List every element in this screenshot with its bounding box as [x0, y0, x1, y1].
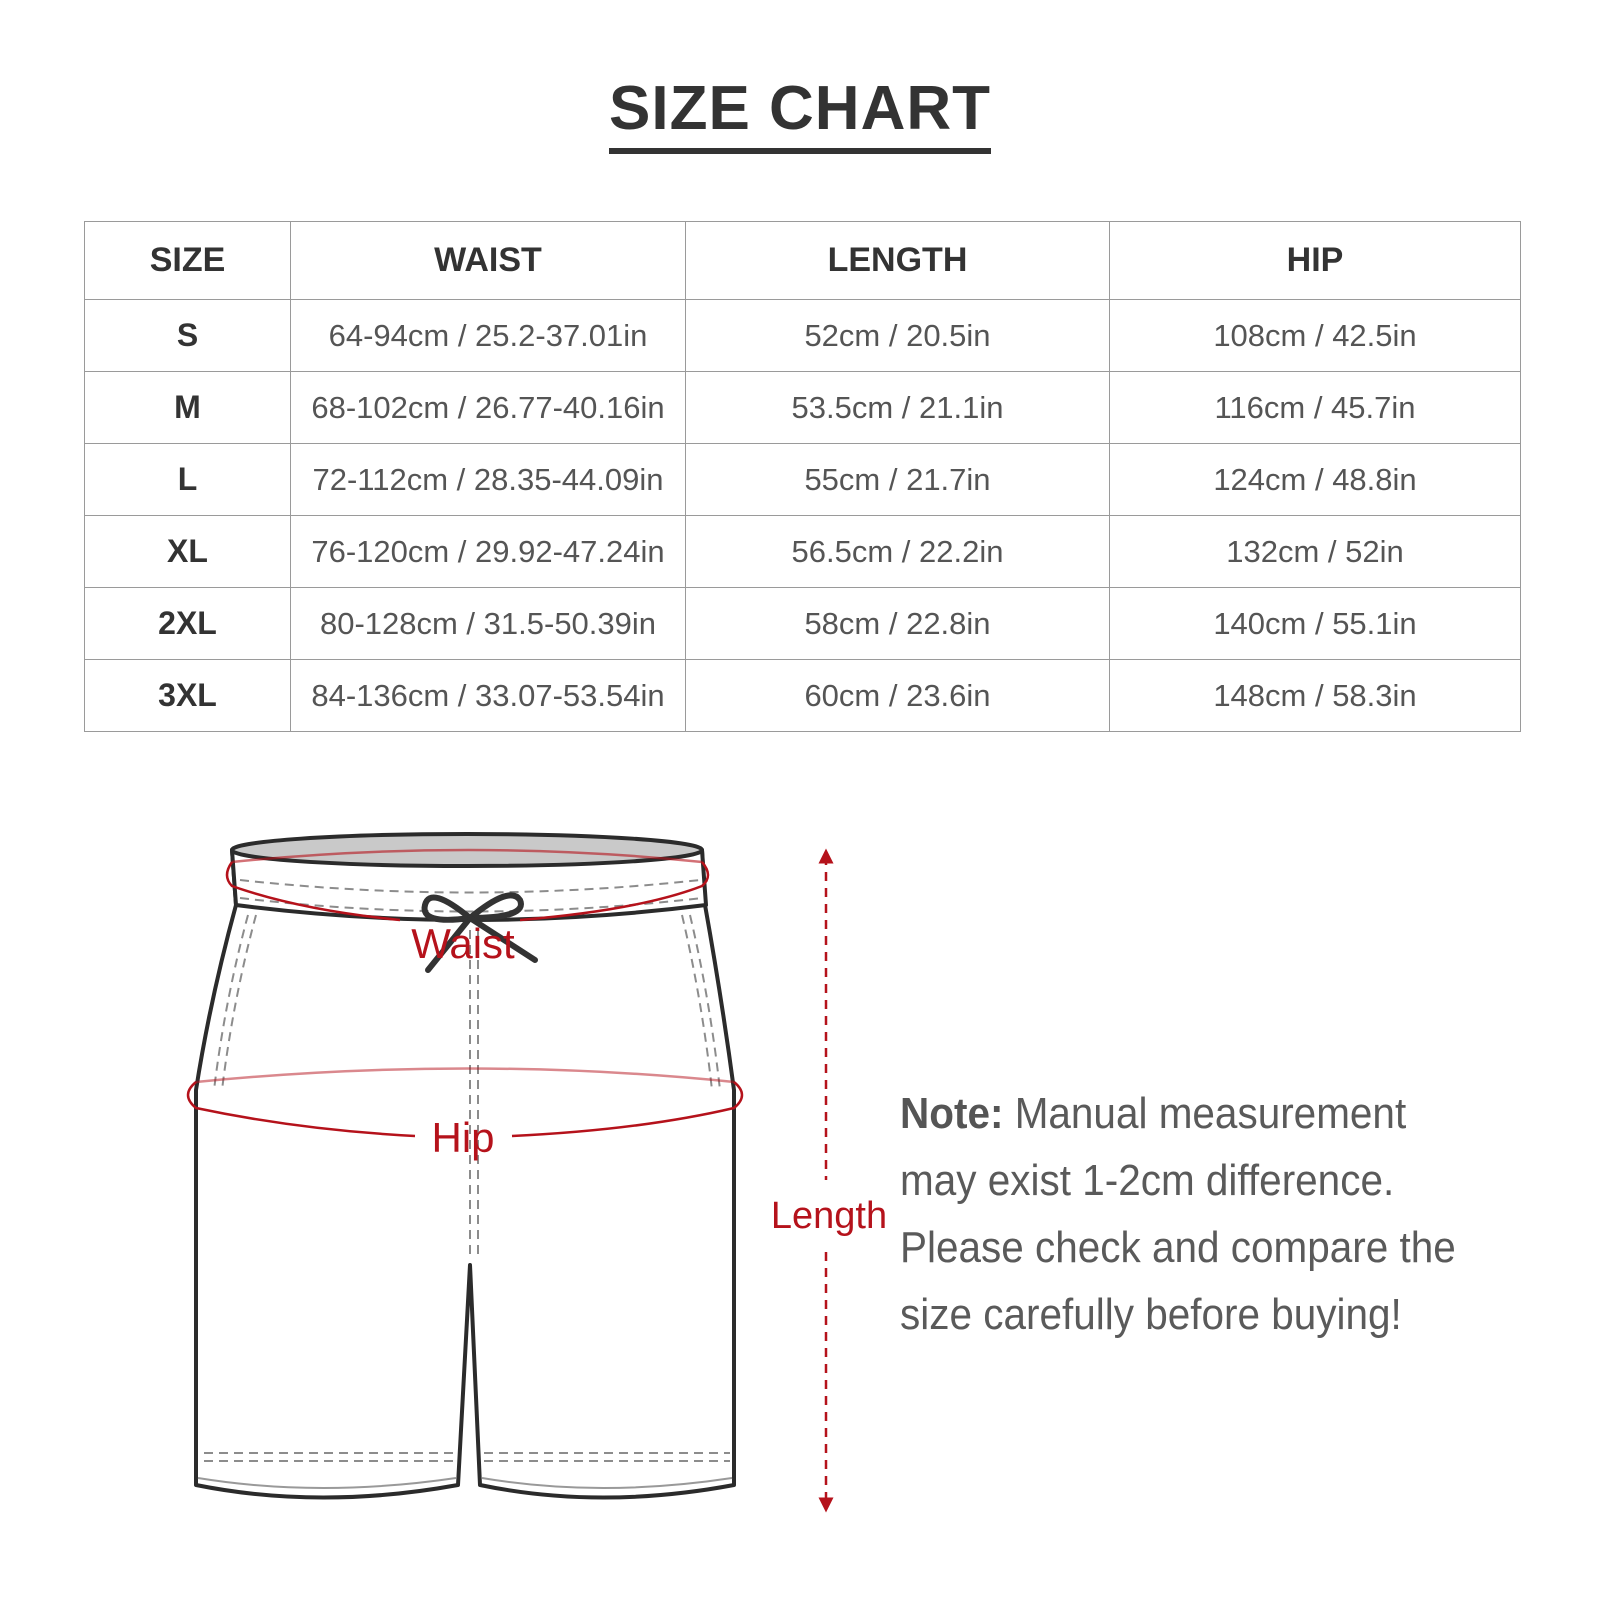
size-cell: 3XL: [85, 660, 291, 732]
length-cell: 52cm / 20.5in: [686, 300, 1110, 372]
hip-cell: 140cm / 55.1in: [1110, 588, 1521, 660]
hip-cell: 132cm / 52in: [1110, 516, 1521, 588]
length-cell: 56.5cm / 22.2in: [686, 516, 1110, 588]
hip-cell: 116cm / 45.7in: [1110, 372, 1521, 444]
hip-cell: 148cm / 58.3in: [1110, 660, 1521, 732]
header-length: LENGTH: [686, 222, 1110, 300]
header-size: SIZE: [85, 222, 291, 300]
note-prefix: Note:: [900, 1089, 1004, 1138]
hip-label: Hip: [431, 1114, 495, 1161]
size-cell: L: [85, 444, 291, 516]
waist-label: Waist: [411, 920, 515, 967]
header-hip: HIP: [1110, 222, 1521, 300]
waist-cell: 68-102cm / 26.77-40.16in: [291, 372, 686, 444]
waist-cell: 76-120cm / 29.92-47.24in: [291, 516, 686, 588]
size-cell: S: [85, 300, 291, 372]
length-cell: 58cm / 22.8in: [686, 588, 1110, 660]
length-cell: 55cm / 21.7in: [686, 444, 1110, 516]
note-text: [900, 1080, 1489, 1348]
size-cell: M: [85, 372, 291, 444]
waist-cell: 64-94cm / 25.2-37.01in: [291, 300, 686, 372]
waist-cell: 72-112cm / 28.35-44.09in: [291, 444, 686, 516]
header-waist: WAIST: [291, 222, 686, 300]
hip-cell: 124cm / 48.8in: [1110, 444, 1521, 516]
length-label: Length: [770, 1195, 888, 1237]
size-cell: XL: [85, 516, 291, 588]
length-cell: 53.5cm / 21.1in: [686, 372, 1110, 444]
waist-cell: 80-128cm / 31.5-50.39in: [291, 588, 686, 660]
title-text: SIZE CHART: [609, 78, 991, 154]
hip-cell: 108cm / 42.5in: [1110, 300, 1521, 372]
size-cell: 2XL: [85, 588, 291, 660]
note-body: Manual measurement may exist 1-2cm difference. Please check and compare the size carefully before buying!: [900, 1089, 1456, 1339]
waist-cell: 84-136cm / 33.07-53.54in: [291, 660, 686, 732]
length-cell: 60cm / 23.6in: [686, 660, 1110, 732]
